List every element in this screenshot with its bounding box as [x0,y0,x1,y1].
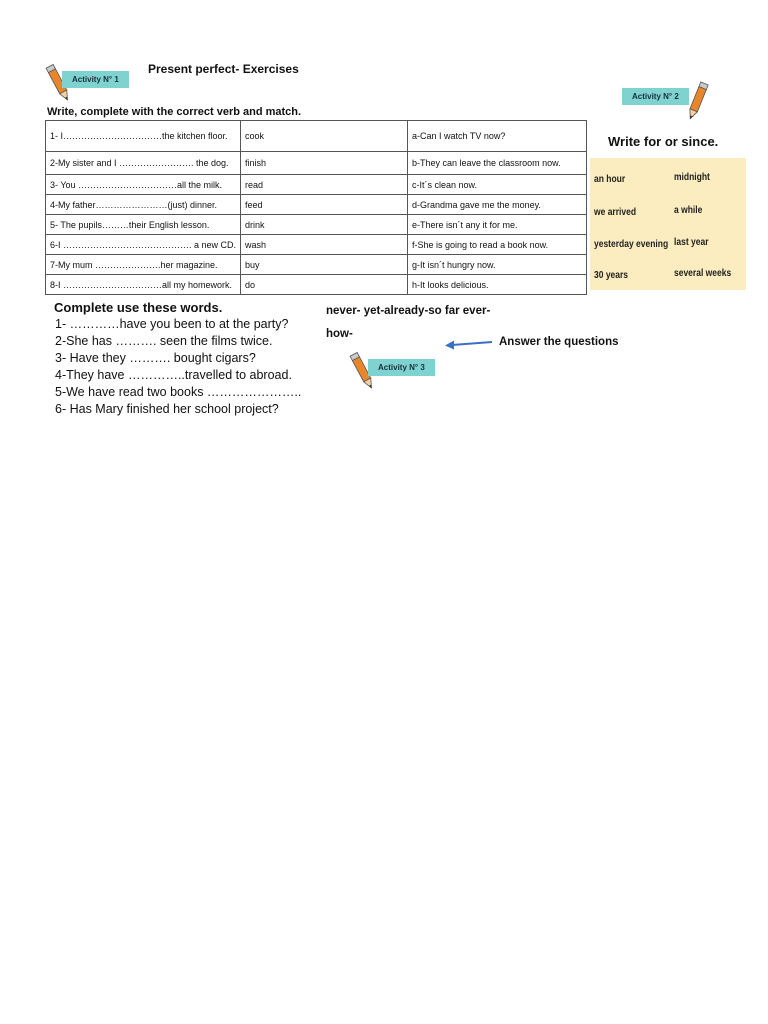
exercise-sentence: 3- Have they ………. bought cigars? [55,351,256,365]
activity3-instruction: Complete use these words. [54,300,223,315]
sentence-cell: 6-I ……………………………………. a new CD. [46,235,241,255]
answer-questions-label: Answer the questions [499,336,619,348]
page-title: Present perfect- Exercises [148,62,299,76]
pencil-icon [682,80,712,124]
activity1-table [45,120,587,295]
activity1-instruction: Write, complete with the correct verb and match. [47,106,302,118]
exercise-sentence: 5-We have read two books ………………….. [55,385,302,399]
verb-cell: cook [241,121,408,152]
verb-cell: buy [241,255,408,275]
sentence-cell: 7-My mum ………………….her magazine. [46,255,241,275]
match-cell: e-There isn´t any it for me. [408,215,587,235]
sentence-cell: 3- You ……………………………all the milk. [46,175,241,195]
word-item: a while [674,205,703,216]
verb-cell: finish [241,152,408,175]
activity2-badge: Activity N° 2 [622,88,689,105]
exercise-sentence: 1- …………have you been to at the party? [55,317,289,331]
match-cell: d-Grandma gave me the money. [408,195,587,215]
verb-cell: wash [241,235,408,255]
word-item: midnight [674,172,710,183]
verb-cell: feed [241,195,408,215]
word-item: an hour [594,174,626,185]
exercise-sentence: 2-She has ………. seen the films twice. [55,334,273,348]
sentence-cell: 1- I……………………………the kitchen floor. [46,121,241,152]
word-item: we arrived [594,207,637,218]
table-row [46,275,587,295]
word-item: 30 years [594,270,629,281]
exercise-sentence: 4-They have …………..travelled to abroad. [55,368,292,382]
word-bank-continued: how- [326,328,353,340]
activity3-header [348,350,458,394]
match-cell: h-It looks delicious. [408,275,587,295]
table-row [46,195,587,215]
match-cell: a-Can I watch TV now? [408,121,587,152]
word-item: last year [674,237,709,248]
word-item: several weeks [674,268,732,279]
table-row [46,235,587,255]
for-since-word-box [590,158,746,290]
verb-cell: drink [241,215,408,235]
activity3-badge: Activity N° 3 [368,359,435,376]
match-cell: b-They can leave the classroom now. [408,152,587,175]
match-cell: c-It´s clean now. [408,175,587,195]
word-bank: never- yet-already-so far ever- [326,305,491,317]
activity2-instruction: Write for or since. [608,134,719,149]
sentence-cell: 2-My sister and I ……………………. the dog. [46,152,241,175]
activity1-header [44,62,154,104]
sentence-cell: 4-My father……………………(just) dinner. [46,195,241,215]
word-item: yesterday evening [594,239,669,250]
table-row [46,215,587,235]
table-row [46,121,587,152]
match-cell: f-She is going to read a book now. [408,235,587,255]
activity2-header [622,80,712,122]
sentence-cell: 5- The pupils………their English lesson. [46,215,241,235]
exercise-sentence: 6- Has Mary finished her school project? [55,402,279,416]
table-row [46,175,587,195]
table-row [46,255,587,275]
sentence-cell: 8-I ……………………………all my homework. [46,275,241,295]
table-row [46,152,587,175]
match-cell: g-It isn´t hungry now. [408,255,587,275]
activity1-badge: Activity N° 1 [62,71,129,88]
verb-cell: do [241,275,408,295]
arrow-left-icon [444,338,494,350]
verb-cell: read [241,175,408,195]
